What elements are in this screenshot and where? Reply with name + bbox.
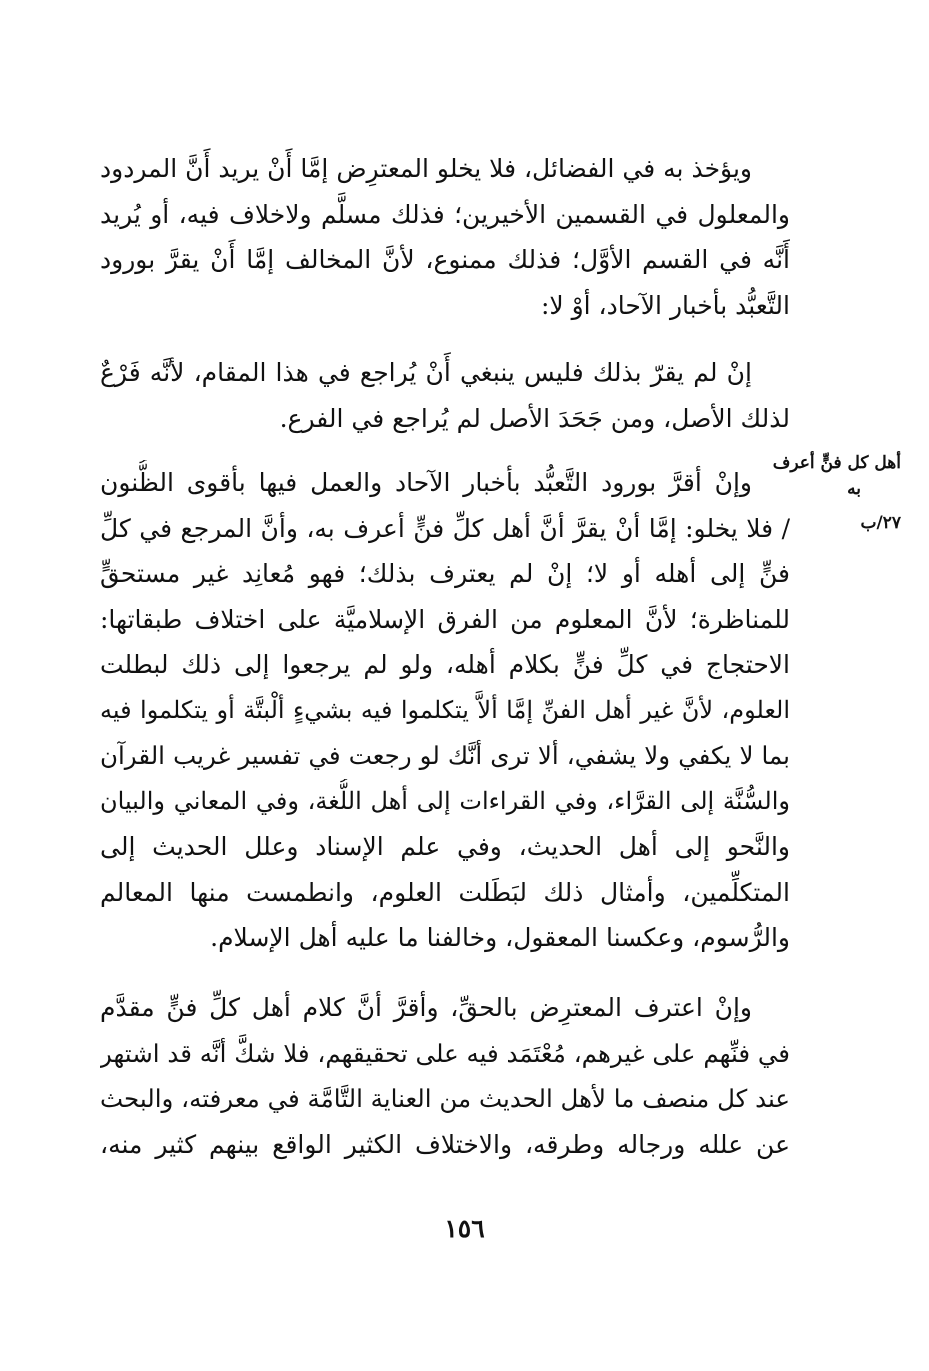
margin-note-folio: ٢٧/ب — [860, 513, 901, 533]
text-line: بما لا يكفي ولا يشفي، ألا ترى أنَّك لو رجعت في تفسير غريب القرآن — [100, 741, 790, 770]
text-line: / فلا يخلو: إمَّا أنْ يقرَّ أنَّ أهل كلِّ فنٍّ أعرف به، وأنَّ المرجع في كلِّ — [100, 513, 790, 543]
text-line: الاحتجاج في كلِّ فنٍّ بكلام أهله، ولو لم يرجعوا إلى ذلك لبطلت — [100, 650, 790, 679]
text-line: والنَّحو إلى أهل الحديث، وفي علم الإسناد وعلل الحديث إلى — [100, 832, 790, 861]
text-line: والرُّسوم، وعكسنا المعقول، وخالفنا ما عليه أهل الإسلام. — [210, 923, 790, 952]
text-line: فنٍّ إلى أهله أو لا؛ إنْ لم يعترف بذلك؛ فهو مُعانِد غير مستحقٍّ — [100, 559, 790, 588]
paragraph-2 — [100, 350, 790, 441]
text-line: التَّعبُّد بأخبار الآحاد، أوْ لا: — [540, 290, 790, 320]
text-line: للمناظرة؛ لأنَّ المعلوم من الفرق الإسلاميَّة على اختلاف طبقاتها: — [100, 604, 790, 634]
text-line: عند كل منصف ما لأهل الحديث من العناية التَّامَّة في معرفته، والبحث — [100, 1084, 790, 1113]
text-line: في فنِّهم على غيرهم، مُعْتَمَد فيه على تحقيقهم، فلا شكَّ أنَّه قد اشتهر — [100, 1038, 790, 1068]
text-line: لذلك الأصل، ومن جَحَدَ الأصل لم يُراجع في الفرع. — [279, 403, 790, 433]
text-line: عن علله ورجاله وطرقه، والاختلاف الكثير الواقع بينهم كثير منه، — [100, 1129, 790, 1159]
text-line: ويؤخذ به في الفضائل، فلا يخلو المعترِض إمَّا أَنْ يريد أَنَّ المردود — [100, 154, 752, 183]
paragraph-1 — [100, 146, 790, 328]
paragraph-3 — [100, 460, 790, 961]
paragraph-4 — [100, 985, 790, 1167]
page-number: ١٥٦ — [444, 1214, 485, 1243]
text-line: والسُّنَّة إلى القرَّاء، وفي القراءات إلى أهل اللُّغة، وفي المعاني والبيان — [100, 786, 790, 815]
margin-note-line: به — [847, 479, 861, 499]
text-line: وإنْ أقرَّ بورود التَّعبُّد بأخبار الآحاد والعمل فيها بأقوى الظُّنون — [100, 468, 752, 497]
text-line: المتكلِّمين، وأمثال ذلك لبَطَلت العلوم، وانطمست منها المعالم — [100, 877, 790, 907]
text-line: إنْ لم يقرّ بذلك فليس ينبغي أَنْ يُراجع في هذا المقام، لأنَّه فَرْعٌ — [100, 358, 752, 387]
text-line: وإنْ اعترف المعترِض بالحقِّ، وأقرَّ أنَّ كلام أهل كلِّ فنٍّ مقدَّم — [100, 993, 752, 1022]
margin-note-heading — [772, 450, 901, 502]
margin-note-line: أهل كل فنٍّ أعرف — [772, 453, 901, 473]
text-line: والمعلول في القسمين الأخيرين؛ فذلك مسلَّم ولاخلاف فيه، أو يُريد — [100, 199, 790, 229]
text-line: أَنَّه في القسم الأوَّل؛ فذلك ممنوع، لأنَّ المخالف إمَّا أَنْ يقرَّ بورود — [100, 245, 790, 274]
text-line: العلوم، لأنَّ غير أهل الفنِّ إمَّا ألاَّ يتكلموا فيه بشيءٍ ألْبتَّة أو يتكلموا فيه — [100, 695, 790, 724]
